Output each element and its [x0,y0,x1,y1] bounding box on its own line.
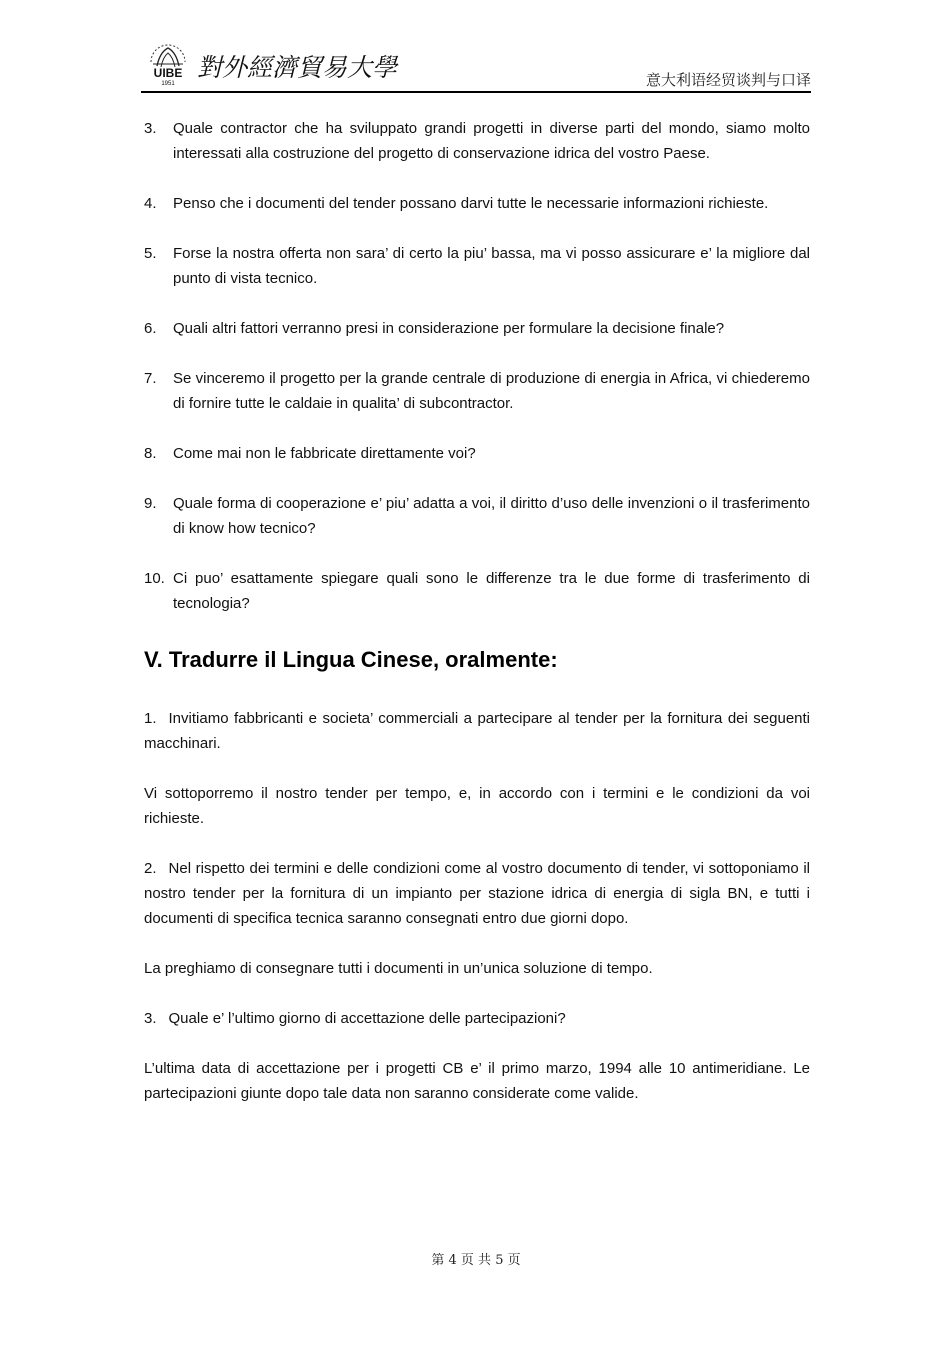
item-number: 7. [144,370,157,387]
university-emblem-icon [145,40,191,86]
item-number: 5. [144,245,157,262]
svg-text:1951: 1951 [161,81,175,86]
item-number: 9. [144,495,157,512]
list-item [144,241,810,291]
course-title: 意大利语经贸谈判与口译 [645,72,811,89]
header-rule [141,91,811,93]
list-item [144,316,810,341]
item-text: Ci puo’ esattamente spiegare quali sono le differenze tra le due forme di trasferimento di tecnologia? [173,570,810,612]
paragraph-text: Invitiamo fabbricanti e societa’ commerciali a partecipare al tender per la fornitura dei seguenti macchinari. [144,710,810,752]
university-name: 對外經濟貿易大學 [197,53,398,82]
paragraph-text: Vi sottoporremo il nostro tender per tempo, e, in accordo con i termini e le condizioni da voi richieste. [144,785,810,827]
item-text: Come mai non le fabbricate direttamente voi? [173,445,476,462]
question-list [144,116,810,616]
list-item [144,491,810,541]
item-number: 4. [144,195,157,212]
paragraph-number: 3. [144,1010,157,1027]
paragraph-number: 1. [144,710,157,727]
item-text: Quale contractor che ha sviluppato grandi progetti in diverse parti del mondo, siamo molto interessati alla costruzione del progetto di conservazione idrica del vostro Paese. [173,120,810,162]
paragraph [144,1006,810,1031]
item-number: 8. [144,445,157,462]
item-text: Forse la nostra offerta non sara’ di certo la piu’ bassa, ma vi posso assicurare e’ la migliore dal punto di vista tecnico. [173,245,810,287]
item-number: 3. [144,120,157,137]
list-item [144,191,810,216]
paragraph-number: 2. [144,860,157,877]
item-text: Se vinceremo il progetto per la grande centrale di produzione di energia in Africa, vi chiederemo di fornire tutte le caldaie in qualita’ di subcontractor. [173,370,810,412]
list-item [144,366,810,416]
section-body [144,706,810,1106]
list-item [144,441,810,466]
item-text: Penso che i documenti del tender possano darvi tutte le necessarie informazioni richieste. [173,195,769,212]
list-item [144,116,810,166]
page-footer: 第 4 页 共 5 页 [431,1253,521,1268]
section-heading: V. Tradurre il Lingua Cinese, oralmente: [144,647,558,672]
paragraph-text: Quale e’ l’ultimo giorno di accettazione delle partecipazioni? [168,1010,566,1027]
paragraph [144,706,810,756]
paragraph-text: L’ultima data di accettazione per i progetti CB e’ il primo marzo, 1994 alle 10 antimeridiane. Le partecipazioni giunte dopo tale data non saranno considerate come valide. [144,1060,810,1102]
list-item [144,566,810,616]
paragraph [144,956,810,981]
paragraph-text: La preghiamo di consegnare tutti i documenti in un’unica soluzione di tempo. [144,960,653,977]
item-text: Quali altri fattori verranno presi in considerazione per formulare la decisione finale? [173,320,725,337]
svg-text:UIBE: UIBE [153,66,183,80]
paragraph [144,781,810,831]
page-header [141,40,811,94]
item-number: 6. [144,320,157,337]
paragraph-text: Nel rispetto dei termini e delle condizioni come al vostro documento di tender, vi sottoponiamo il nostro tender per la fornitura di un impianto per stazione idrica di energia di sigla BN, e tutti i documenti di specifica tecnica saranno consegnati entro due giorni dopo. [144,860,810,927]
paragraph [144,1056,810,1106]
item-text: Quale forma di cooperazione e’ piu’ adatta a voi, il diritto d’uso delle invenzioni o il trasferimento di know how tecnico? [173,495,810,537]
page-content [144,116,810,1106]
item-number: 10. [144,570,165,587]
paragraph [144,856,810,931]
